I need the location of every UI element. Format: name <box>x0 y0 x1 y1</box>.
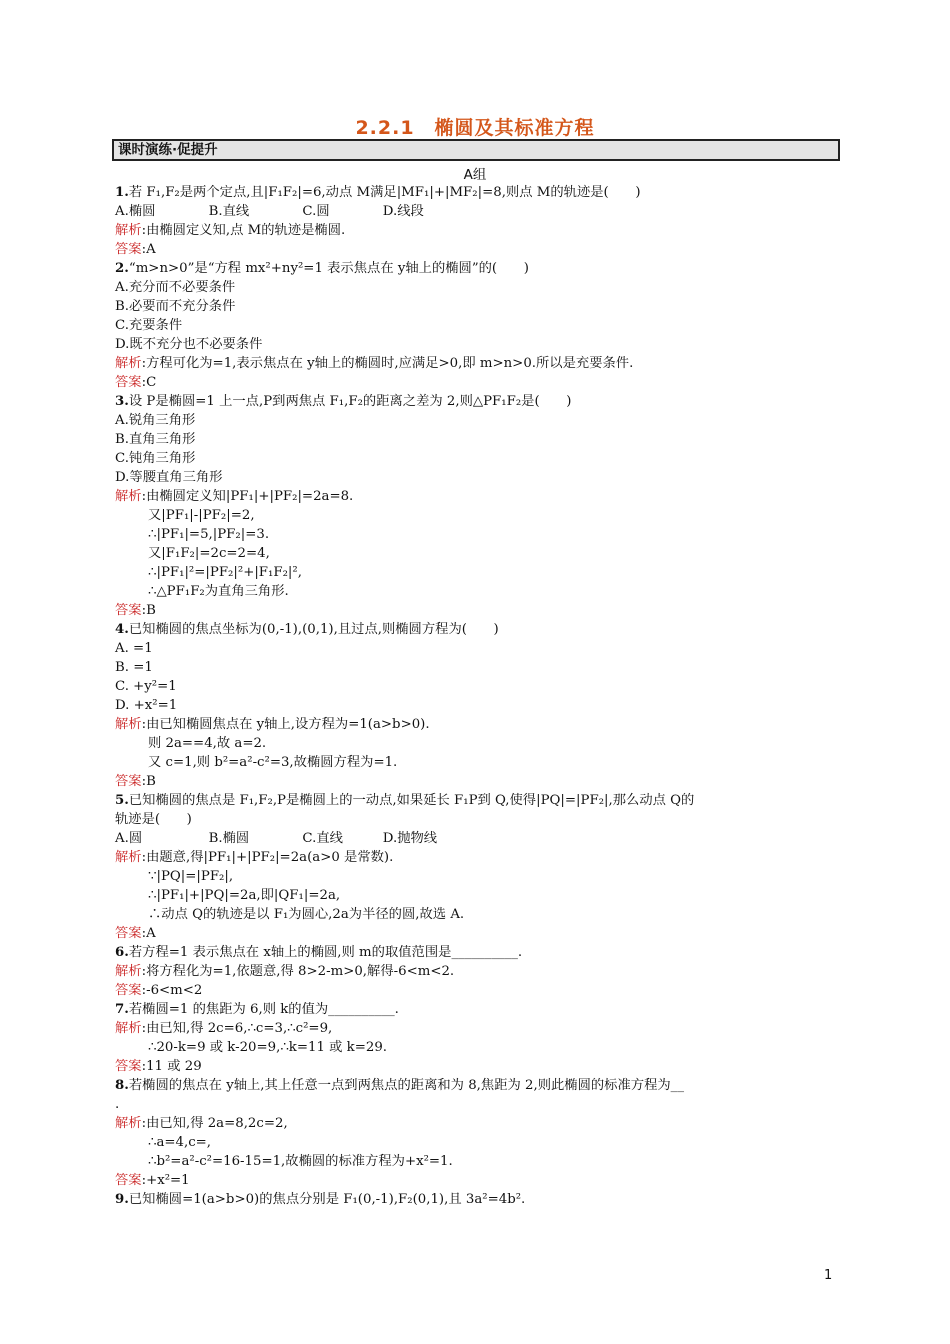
line-text: 已知椭圆=1(a>b>0)的焦点分别是 F₁(0,-1),F₂(0,1),且 3a²=4b². <box>128 1192 526 1207</box>
text-line <box>115 810 840 829</box>
text-line <box>115 905 840 924</box>
line-text: “m>n>0”是“方程 mx²+ny²=1 表示焦点在 y轴上的椭圆”的( ) <box>128 261 529 276</box>
line-text: ∴△PF₁F₂为直角三角形. <box>148 584 289 599</box>
line-text: ∴|PF₁|²=|PF₂|²+|F₁F₂|², <box>148 565 302 580</box>
line-text: :由椭圆定义知,点 M的轨迹是椭圆. <box>141 223 346 238</box>
line-text: :C <box>141 375 157 390</box>
line-text: 已知椭圆的焦点坐标为(0,-1),(0,1),且过点,则椭圆方程为( ) <box>128 622 499 637</box>
question-line <box>115 392 840 411</box>
analysis-label: 解析 <box>115 717 142 732</box>
text-line <box>115 886 840 905</box>
line-text: ∴20-k=9 或 k-20=9,∴k=11 或 k=29. <box>148 1040 388 1055</box>
text-line <box>115 867 840 886</box>
text-line <box>115 1133 840 1152</box>
question-number: 7. <box>115 1002 129 1017</box>
text-line <box>115 335 840 354</box>
answer-line <box>115 981 840 1000</box>
question-line <box>115 259 840 278</box>
analysis-line <box>115 715 840 734</box>
line-text: B. =1 <box>115 660 153 675</box>
text-line <box>115 658 840 677</box>
answer-label: 答案 <box>115 242 142 257</box>
analysis-label: 解析 <box>115 489 142 504</box>
text-line <box>115 677 840 696</box>
question-number: 3. <box>115 394 129 409</box>
line-text: D.既不充分也不必要条件 <box>115 337 263 352</box>
text-line <box>115 316 840 335</box>
line-text: ∴a=4,c=, <box>148 1135 212 1150</box>
line-text: 又|F₁F₂|=2c=2=4, <box>148 546 270 561</box>
line-text: 若 F₁,F₂是两个定点,且|F₁F₂|=6,动点 M满足|MF₁|+|MF₂|=8,则点 M的轨迹是( ) <box>128 185 641 200</box>
text-line <box>115 563 840 582</box>
line-text: 则 2a==4,故 a=2. <box>148 736 267 751</box>
line-text: 轨迹是( ) <box>115 812 192 827</box>
line-text: C.钝角三角形 <box>115 451 196 466</box>
answer-line <box>115 373 840 392</box>
line-text: :方程可化为=1,表示焦点在 y轴上的椭圆时,应满足>0,即 m>n>0.所以是充要条件. <box>141 356 634 371</box>
text-line <box>115 753 840 772</box>
line-text: ∴|PF₁|+|PQ|=2a,即|QF₁|=2a, <box>148 888 341 903</box>
question-number: 2. <box>115 261 129 276</box>
analysis-label: 解析 <box>115 356 142 371</box>
text-line <box>115 468 840 487</box>
analysis-line <box>115 354 840 373</box>
text-line <box>115 544 840 563</box>
exercise-content <box>115 183 840 1209</box>
question-line <box>115 1190 840 1209</box>
text-line <box>115 278 840 297</box>
line-text: :+x²=1 <box>141 1173 190 1188</box>
group-label: A组 <box>463 167 487 183</box>
question-line <box>115 1000 840 1019</box>
line-text: B.直角三角形 <box>115 432 196 447</box>
analysis-line <box>115 1114 840 1133</box>
answer-line <box>115 924 840 943</box>
line-text: :由已知,得 2a=8,2c=2, <box>141 1116 288 1131</box>
question-number: 1. <box>115 185 129 200</box>
line-text: 若椭圆=1 的焦距为 6,则 k的值为__________. <box>128 1002 399 1017</box>
analysis-label: 解析 <box>115 964 142 979</box>
line-text: 又 c=1,则 b²=a²-c²=3,故椭圆方程为=1. <box>148 755 398 770</box>
answer-label: 答案 <box>115 983 142 998</box>
line-text: A.圆 B.椭圆 C.直线 D.抛物线 <box>115 831 438 846</box>
section-header: 课时演练·促提升 <box>112 139 840 161</box>
analysis-line <box>115 848 840 867</box>
analysis-line <box>115 1019 840 1038</box>
analysis-line <box>115 962 840 981</box>
text-line <box>115 506 840 525</box>
text-line <box>115 430 840 449</box>
text-line <box>115 582 840 601</box>
answer-line <box>115 240 840 259</box>
text-line <box>115 525 840 544</box>
text-line <box>115 202 840 221</box>
line-text: :A <box>141 242 156 257</box>
answer-label: 答案 <box>115 774 142 789</box>
answer-line <box>115 772 840 791</box>
analysis-label: 解析 <box>115 850 142 865</box>
answer-label: 答案 <box>115 926 142 941</box>
page-number: 1 <box>824 1268 833 1283</box>
analysis-label: 解析 <box>115 1116 142 1131</box>
line-text: ∴动点 Q的轨迹是以 F₁为圆心,2a为半径的圆,故选 A. <box>148 907 465 922</box>
answer-label: 答案 <box>115 603 142 618</box>
text-line <box>115 1095 840 1114</box>
question-line <box>115 791 840 810</box>
line-text: A. =1 <box>115 641 153 656</box>
text-line <box>115 734 840 753</box>
line-text: B.必要而不充分条件 <box>115 299 236 314</box>
text-line <box>115 1152 840 1171</box>
line-text: :B <box>141 774 156 789</box>
analysis-label: 解析 <box>115 223 142 238</box>
line-text: A.充分而不必要条件 <box>115 280 236 295</box>
line-text: :由题意,得|PF₁|+|PF₂|=2a(a>0 是常数). <box>141 850 394 865</box>
question-number: 4. <box>115 622 129 637</box>
line-text: :由椭圆定义知|PF₁|+|PF₂|=2a=8. <box>141 489 354 504</box>
answer-label: 答案 <box>115 1173 142 1188</box>
question-number: 9. <box>115 1192 129 1207</box>
line-text: :将方程化为=1,依题意,得 8>2-m>0,解得-6<m<2. <box>141 964 455 979</box>
text-line <box>115 449 840 468</box>
line-text: :A <box>141 926 156 941</box>
question-line <box>115 943 840 962</box>
answer-line <box>115 1057 840 1076</box>
line-text: 设 P是椭圆=1 上一点,P到两焦点 F₁,F₂的距离之差为 2,则△PF₁F₂是( ) <box>128 394 572 409</box>
line-text: C.充要条件 <box>115 318 183 333</box>
answer-label: 答案 <box>115 1059 142 1074</box>
text-line <box>115 297 840 316</box>
question-line <box>115 183 840 202</box>
text-line <box>115 1038 840 1057</box>
analysis-line <box>115 221 840 240</box>
question-number: 6. <box>115 945 129 960</box>
line-text: 若方程=1 表示焦点在 x轴上的椭圆,则 m的取值范围是__________. <box>128 945 523 960</box>
answer-label: 答案 <box>115 375 142 390</box>
page-title: 2.2.1 椭圆及其标准方程 <box>355 117 595 139</box>
line-text: :由已知椭圆焦点在 y轴上,设方程为=1(a>b>0). <box>141 717 430 732</box>
line-text: D. +x²=1 <box>115 698 178 713</box>
text-line <box>115 696 840 715</box>
answer-line <box>115 601 840 620</box>
answer-line <box>115 1171 840 1190</box>
text-line <box>115 411 840 430</box>
analysis-label: 解析 <box>115 1021 142 1036</box>
question-number: 8. <box>115 1078 129 1093</box>
line-text: A.锐角三角形 <box>115 413 196 428</box>
line-text: :由已知,得 2c=6,∴c=3,∴c²=9, <box>141 1021 333 1036</box>
line-text: :-6<m<2 <box>141 983 203 998</box>
line-text: :11 或 29 <box>141 1059 202 1074</box>
question-line <box>115 620 840 639</box>
text-line <box>115 639 840 658</box>
text-line <box>115 829 840 848</box>
line-text: ∴|PF₁|=5,|PF₂|=3. <box>148 527 270 542</box>
line-text: 若椭圆的焦点在 y轴上,其上任意一点到两焦点的距离和为 8,焦距为 2,则此椭圆的标准方程为__ <box>128 1078 684 1093</box>
line-text: 又|PF₁|-|PF₂|=2, <box>148 508 255 523</box>
line-text: A.椭圆 B.直线 C.圆 D.线段 <box>115 204 424 219</box>
analysis-line <box>115 487 840 506</box>
line-text: C. +y²=1 <box>115 679 177 694</box>
line-text: D.等腰直角三角形 <box>115 470 223 485</box>
line-text: :B <box>141 603 156 618</box>
line-text: ∴b²=a²-c²=16-15=1,故椭圆的标准方程为+x²=1. <box>148 1154 453 1169</box>
line-text: . <box>115 1097 120 1112</box>
line-text: ∵|PQ|=|PF₂|, <box>148 869 234 884</box>
line-text: 已知椭圆的焦点是 F₁,F₂,P是椭圆上的一动点,如果延长 F₁P到 Q,使得|PQ|=|PF₂|,那么动点 Q的 <box>128 793 695 808</box>
question-number: 5. <box>115 793 129 808</box>
question-line <box>115 1076 840 1095</box>
